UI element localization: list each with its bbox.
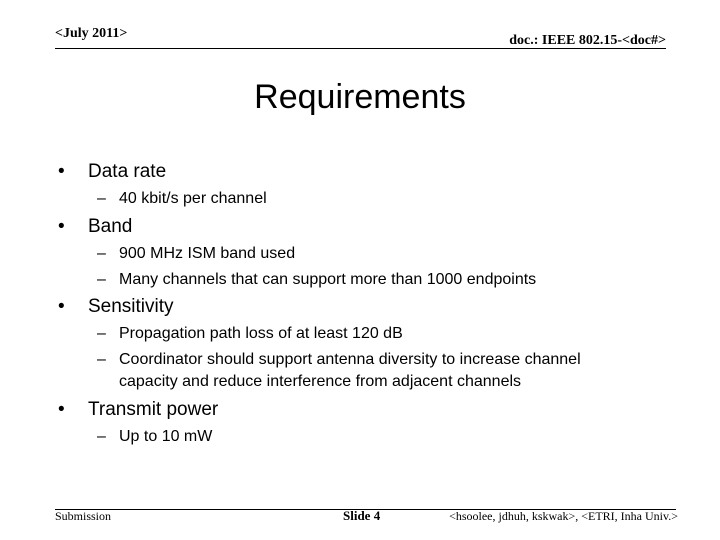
sub-marker: – <box>97 271 106 288</box>
bullet-text: Data rate <box>88 161 167 182</box>
sub-bullet-transmit-power-1 <box>97 426 212 448</box>
sub-bullet-sensitivity-2-continuation: capacity and reduce interference from adjacent channels <box>119 373 522 390</box>
bullet-text: Band <box>88 216 133 237</box>
sub-bullet-sensitivity-2 <box>97 349 581 371</box>
bullet-band <box>58 216 132 238</box>
header-doc-id: doc.: IEEE 802.15-<doc#> <box>509 33 666 48</box>
bullet-marker: • <box>58 161 65 182</box>
sub-bullet-sensitivity-1 <box>97 323 403 345</box>
sub-marker: – <box>97 190 106 207</box>
slide-title: Requirements <box>254 78 466 116</box>
bullet-text: Sensitivity <box>88 296 174 317</box>
footer-submission: Submission <box>55 509 112 523</box>
sub-marker: – <box>97 428 106 445</box>
sub-marker: – <box>97 351 106 368</box>
sub-bullet-text: Many channels that can support more than 1000 endpoints <box>119 271 537 288</box>
bullet-marker: • <box>58 216 65 237</box>
bullet-text: Transmit power <box>88 399 219 420</box>
bullet-data-rate <box>58 161 166 183</box>
footer-slide-number: Slide 4 <box>343 508 381 523</box>
bullet-sensitivity <box>58 296 174 318</box>
footer-authors: <hsoolee, jdhuh, kskwak>, <ETRI, Inha Univ.> <box>449 509 678 523</box>
sub-bullet-text: Coordinator should support antenna diversity to increase channel <box>119 351 581 368</box>
sub-bullet-text: 40 kbit/s per channel <box>119 190 267 207</box>
sub-bullet-data-rate-1 <box>97 188 267 210</box>
header-date: <July 2011> <box>55 26 128 41</box>
sub-bullet-band-1 <box>97 243 295 265</box>
sub-bullet-band-2 <box>97 269 536 291</box>
bullet-marker: • <box>58 296 65 317</box>
bullet-marker: • <box>58 399 65 420</box>
sub-marker: – <box>97 325 106 342</box>
sub-marker: – <box>97 245 106 262</box>
bullet-transmit-power <box>58 399 218 421</box>
sub-bullet-text: Up to 10 mW <box>119 428 213 445</box>
sub-bullet-text: 900 MHz ISM band used <box>119 245 296 262</box>
sub-bullet-text: Propagation path loss of at least 120 dB <box>119 325 403 342</box>
